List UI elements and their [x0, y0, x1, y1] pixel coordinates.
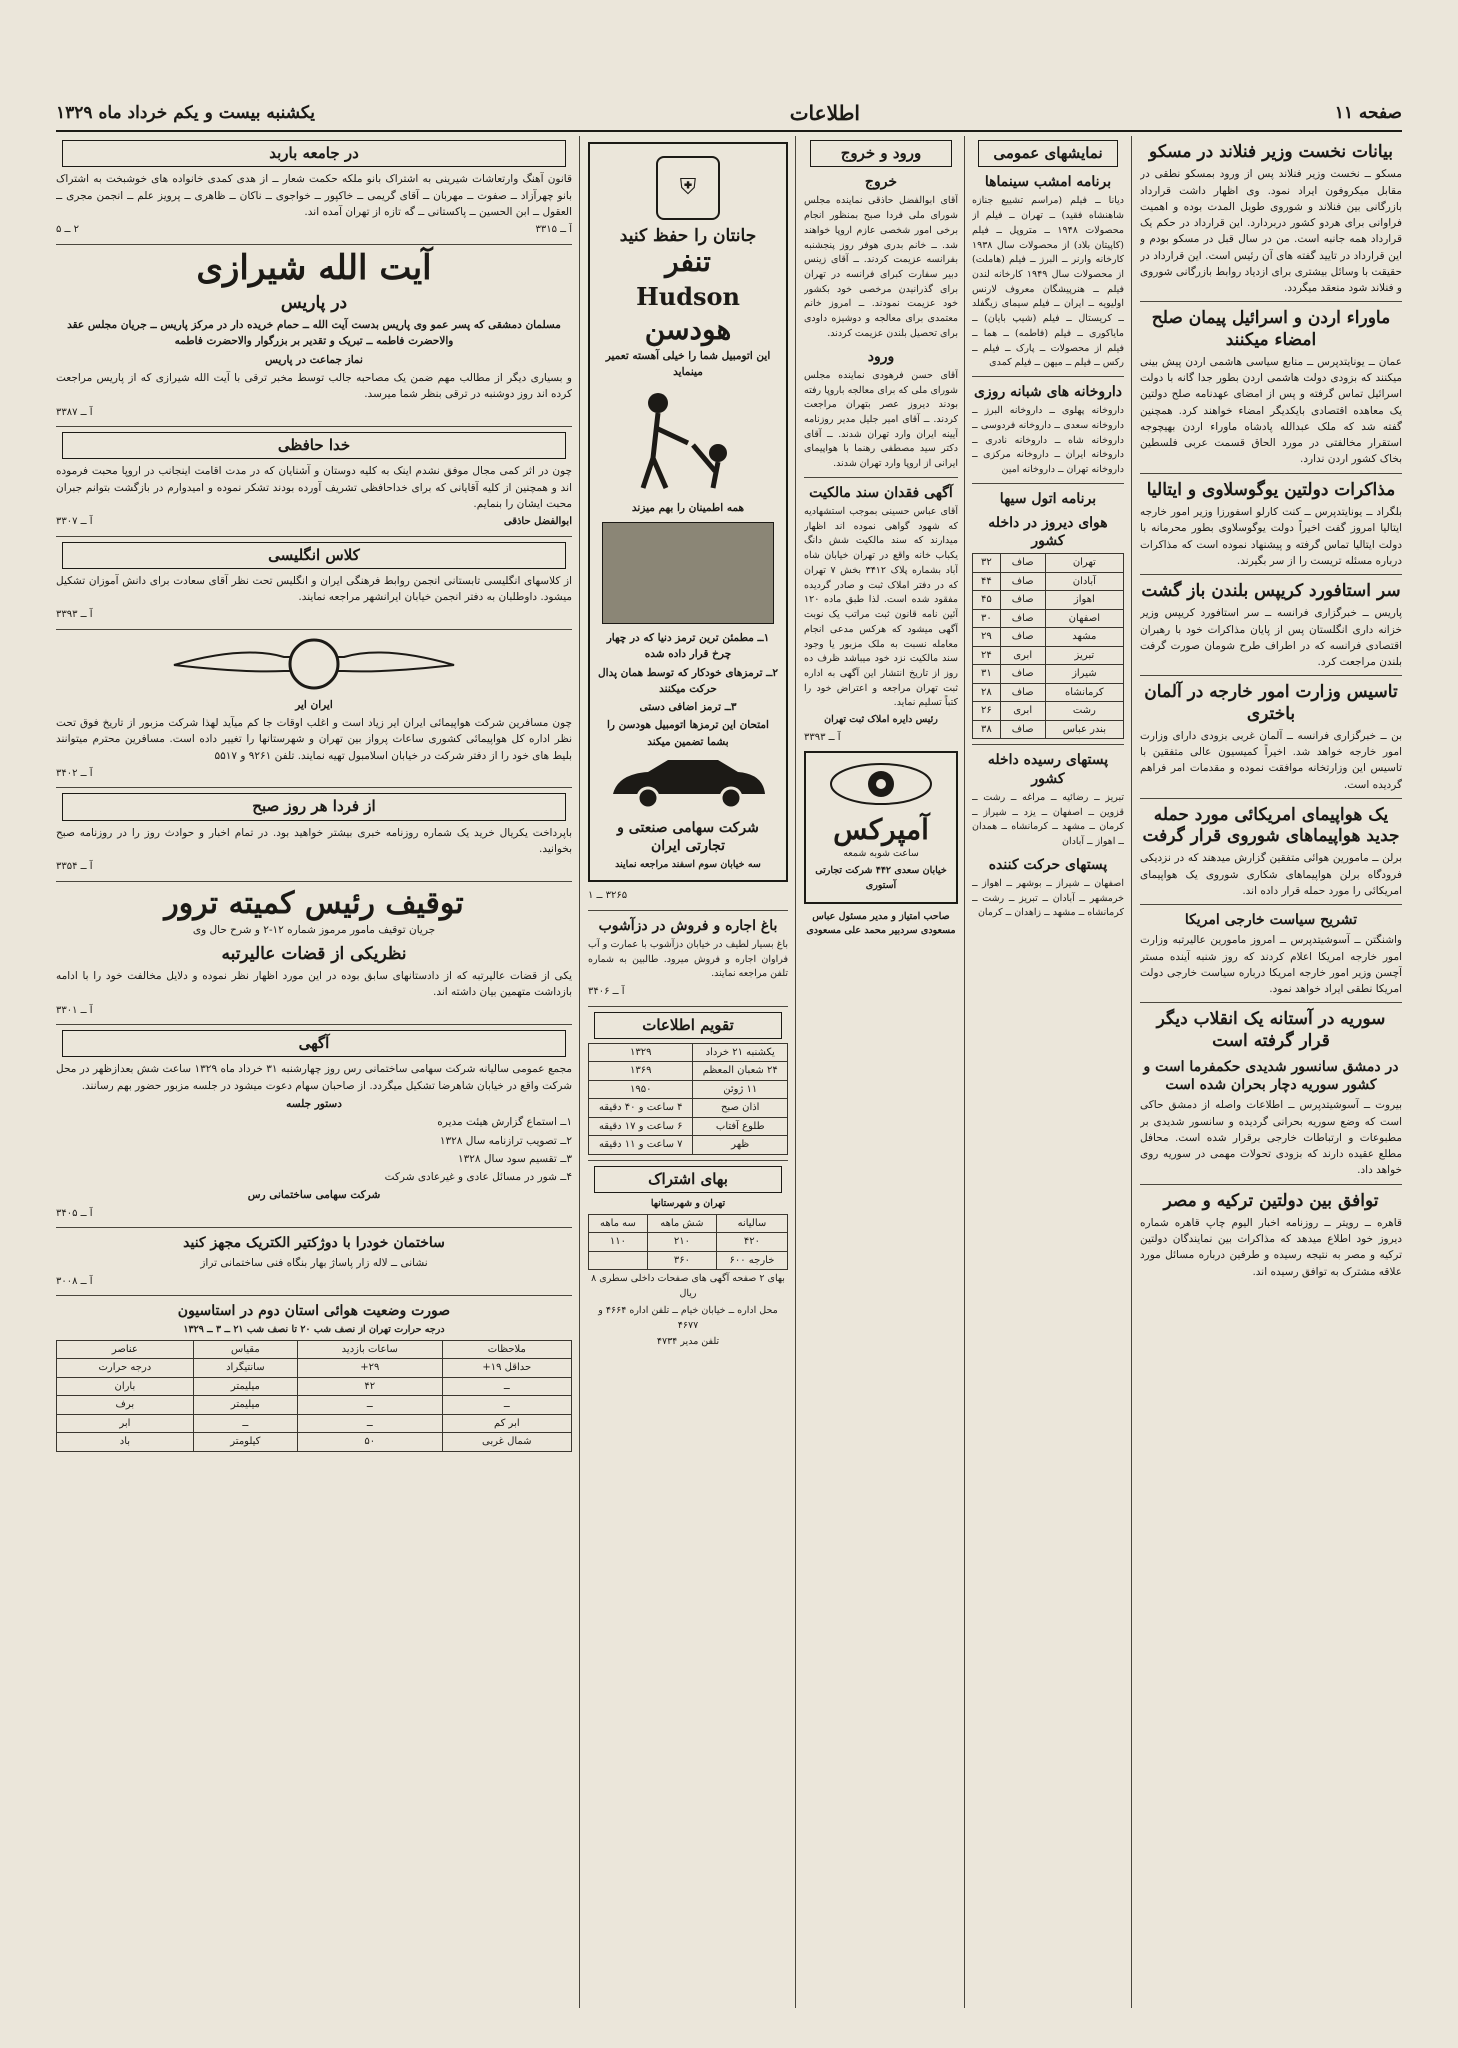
terror-headline: توقیف رئیس کمیته ترور	[164, 885, 464, 921]
agenda-item: ۳ــ تقسیم سود سال ۱۳۲۸	[458, 1152, 572, 1165]
column-ads	[588, 136, 788, 2008]
shirazi-body2: و بسیاری دیگر از مطالب مهم ضمن یک مصاحبه جالب توسط مخبر ترقی با آیت الله شیرازی که از پاریس مراجعت کرده اند روز دوشنبه در ترقی بنظر شما میرسد.	[56, 371, 572, 401]
eye-icon	[826, 759, 936, 809]
post-in-list: تبریز ــ رضائیه ــ مراغه ــ رشت ــ قزوین ــ اصفهان ــ یزد ــ شیراز ــ کرمان ــ مشهد ــ کرمانشاه ــ همدان ــ اهواز ــ آبادان	[972, 791, 1124, 847]
deed-notice-sign: رئیس دایره املاک ثبت تهران	[824, 714, 938, 726]
column-arrivals	[804, 136, 958, 2008]
calendar-row-cell: ظهر	[693, 1136, 788, 1155]
hudson-top: جانتان را حفظ کنید	[619, 226, 757, 246]
departures-body: آقای ابوالفضل حاذقی نماینده مجلس شورای ملی فردا صبح بمنظور انجام برخی امور شخصی عازم اروپا خواهند شد. ــ خانم بدری هوفر روز پنجشنبه بفرانسه عزیمت کردند. ــ آقای زینس دبیر سفارت کبرای فرانسه در تهران برای گذرانیدن مرخصی خود بکشور خود عزیمت نمودند. ــ امروز خانم معتمدی برای معالجه و دوشیزه داودی برای تحصیل بلندن عزیمت کردند.	[804, 195, 958, 339]
weather-row-cell: ابری	[1000, 646, 1045, 665]
terror-sub: جریان توقیف مامور مرموز شماره ۱۲-۲ و شرح حال وی	[192, 923, 436, 936]
station-weather-row	[57, 1377, 572, 1396]
headline-syria: سوریه در آستانه یک انقلاب دیگر قرار گرفته است	[1156, 1009, 1386, 1051]
weather-row	[973, 665, 1124, 684]
page-number: صفحه ۱۱	[1334, 103, 1402, 123]
calendar-row-cell: ۱۹۵۰	[589, 1080, 693, 1099]
pharmacy-list: داروخانه پهلوی ــ داروخانه البرز ــ داروخانه سعدی ــ داروخانه فردوسی ــ داروخانه شاه ــ داروخانه نادری ــ داروخانه ایران ــ داروخانه مرکزی ــ داروخانه تهران ــ داروخانه امین	[972, 405, 1124, 476]
subscription-row-cell: خارجه ۶۰۰	[716, 1251, 787, 1270]
station-weather-row-cell: ابر	[57, 1414, 194, 1433]
article-turkey-egypt: قاهره ــ رویتر ــ روزنامه اخبار الیوم چاپ قاهره شماره دیروز خود اطلاع میدهد که مذاکرات بین نمایندگان دولتین ترکیه و مصر به نتیجه رسیده و طرفین درباره مسائل مورد علاقه مشترک به توافق رسیده اند.	[1140, 1216, 1402, 1278]
judge-body: یکی از قضات عالیرتبه که از دادستانهای سابق بوده در این مورد اظهار نظر نموده و دلایل مخالفت خود را با ادامه بازداشت متهمین بیان داشته اند.	[56, 970, 572, 999]
article-finland: مسکو ــ نخست وزیر فنلاند پس از ورود بمسکو نطقی در مقابل میکروفون ایراد نمود. وی اظهار داشت قرارداد بازرگانی بین فنلاند و شوروی طویل المدت بوده و اهمیت فراوانی برای هردو کشور دربردارد. این قرارداد در حکم یک قرارداد همه جانبه است. من در سال قبل در مسکو بودم و این قرارداد در تایید گفته های آن رئیس است. این قرارداد در حقیقت با وسائل بیشتری برای ازدیاد روابط بازرگانی شوروی و فنلاند شود منعقد میگردد.	[1140, 168, 1402, 295]
weather-row-cell: تبریز	[1045, 646, 1123, 665]
weather-row-cell: بندر عباس	[1045, 720, 1123, 739]
brake-feature-item: ۲ــ ترمزهای خودکار که توسط همان پدال حرکت میکنند	[598, 666, 778, 695]
station-weather-row-cell: میلیمتر	[193, 1377, 297, 1396]
airline-logo	[56, 635, 572, 695]
calendar-table	[588, 1043, 788, 1155]
ampex-address: خیابان سعدی ۴۴۲ شرکت تجارتی آستوری	[815, 865, 947, 891]
airline-code: آ ــ ۳۴۰۲	[56, 767, 93, 779]
article-aircraft: برلن ــ مامورین هوائی متفقین گزارش میدهند که در نزدیکی فرودگاه برلن هواپیماهای شکاری شوروی یک هواپیمای امریکائی را مورد حمله قرار داده اند.	[1140, 852, 1402, 897]
calendar-row-cell: ۲۴ شعبان المعظم	[693, 1062, 788, 1081]
subscription-head: تهران و شهرستانها	[650, 1198, 726, 1210]
station-weather-header: عناصر	[57, 1340, 194, 1359]
weather-row-cell: صاف	[1000, 572, 1045, 591]
calendar-row	[589, 1062, 788, 1081]
daily-code: آ ــ ۳۳۵۴	[56, 861, 93, 873]
headline-aircraft: یک هواپیمای امریکائی مورد حمله جدید هواپیماهای شوروی قرار گرفت	[1142, 804, 1400, 847]
station-weather-header: ملاحظات	[442, 1340, 571, 1359]
daily-body: باپرداخت یکریال خرید یک شماره روزنامه خبری بیشتر خواهید بود. در تمام اخبار و حوادث روز را در روزنامه صبح بخوانید.	[56, 826, 572, 855]
hudson-line2: همه اطمینان را بهم میزند	[631, 501, 745, 514]
calendar-row	[589, 1136, 788, 1155]
weather-row	[973, 702, 1124, 721]
headline-cripps: سر استافورد کریپس بلندن باز گشت	[1141, 581, 1401, 602]
ampex-ad	[804, 751, 958, 903]
weather-row-cell: ۲۸	[973, 683, 1001, 702]
rent-body: باغ بسیار لطیف در خیابان دزآشوب با عمارت و آب فراوان اجاره و فروش میرود. طالبین به شماره تلفن مراجعه نمایند.	[588, 939, 788, 980]
station-weather-row-cell: ابر کم	[442, 1414, 571, 1433]
station-weather-row	[57, 1359, 572, 1378]
post-out-title: پستهای حرکت کننده	[988, 856, 1108, 873]
station-weather-row-cell: ــ	[297, 1396, 442, 1415]
arrivals-body: آقای حسن فرهودی نماینده مجلس شورای ملی که برای معالجه باروپا رفته بودند دیروز عصر بتهران مراجعت کردند. ــ آقای امیر جلیل مدیر روزنامه آیینه ایران وارد تهران شدند. ــ آقای دکتر سید مصطفی رهنما با هواپیمای ایرانی از اروپا وارد تهران شدند.	[804, 369, 958, 470]
weather-row-cell: آبادان	[1045, 572, 1123, 591]
airline-name: ایران ایر	[295, 698, 333, 711]
station-weather-header: ساعات بازدید	[297, 1340, 442, 1359]
brake-features	[596, 630, 780, 750]
weather-row	[973, 554, 1124, 573]
calendar-row-cell: ۷ ساعت و ۱۱ دقیقه	[589, 1136, 693, 1155]
weather-row-cell: کرمانشاه	[1045, 683, 1123, 702]
wings-icon	[164, 635, 464, 695]
electric-body: نشانی ــ لاله زار پاساژ بهار بنگاه فنی ساختمانی تراز	[200, 1257, 428, 1270]
judge-headline: نظریکی از قضات عالیرتبه	[221, 943, 407, 964]
weather-row-cell: صاف	[1000, 683, 1045, 702]
weather-row-cell: اهواز	[1045, 591, 1123, 610]
agenda-item: ۴ــ شور در مسائل عادی و غیرعادی شرکت	[384, 1171, 572, 1184]
station-weather-title: صورت وضعیت هوائی استان دوم در استاسیون	[177, 1303, 451, 1320]
shirazi-body: مسلمان دمشقی که پسر عمو وی پاریس بدست آیت الله ــ حمام خریده دار در مرکز پاریس ــ جریان مجلس عقد والاحضرت فاطمه ــ تبریک و تقدیر بر بزرگوار والاحضرت فاطمه	[67, 319, 561, 348]
article-syria: بیروت ــ آسوشیتدپرس ــ اطلاعات واصله از دمشق حاکی است که وضع سوریه بحرانی گردیده و سانسور شدیدی بر مطبوعات و ارتباطات خارجی برقرار شده است. محافل مطلع عقیده دارند که بزودی تحولات مهمی در سوریه روی خواهد داد.	[1140, 1099, 1402, 1177]
subscription-row-cell	[589, 1251, 648, 1270]
station-weather-row-cell: ۲۹+	[297, 1359, 442, 1378]
calendar-row-cell: ۶ ساعت و ۱۷ دقیقه	[589, 1117, 693, 1136]
column-notices	[56, 136, 572, 2008]
agenda-title: دستور جلسه	[286, 1098, 342, 1111]
pharmacy-title: داروخانه های شبانه روزی	[973, 384, 1123, 401]
figures-illustration-icon	[618, 383, 758, 493]
headline-finland: بیانات نخست وزیر فنلاند در مسکو	[1149, 142, 1393, 162]
subscription-row-cell: ۴۲۰	[716, 1233, 787, 1252]
weather-row-cell: صاف	[1000, 591, 1045, 610]
bus-title: برنامه اتول سیها	[999, 490, 1097, 507]
hudson-fa: هودسن	[644, 313, 732, 347]
station-weather-row-cell: درجه حرارت	[57, 1359, 194, 1378]
barbad-code2: ۲ ــ ۵	[56, 224, 79, 236]
weather-row-cell: ۲۴	[973, 646, 1001, 665]
daily-title: از فردا هر روز صبح	[62, 793, 566, 820]
barbad-body: قانون آهنگ وارتعاشات شیرینی به اشتراک بانو ملکه حکمت شعار ــ از هدی کمدی خانواده های خوشبخت به اشتراک بانو چهرآزاد ــ صفوت ــ مهربان ــ آقای گریمی ــ خاکپور ــ خواجوی ــ ناکان ــ ظاهری ــ پرویز علم ــ انجمن مجری ــ العقول ــ ابن الحسین ــ پاکستانی ــ گه تازه از تهران آمده اند.	[56, 173, 572, 218]
subscription-title: بهای اشتراک	[594, 1166, 782, 1193]
deed-notice-body: آقای عباس حسینی بموجب استشهادیه که شهود گواهی نموده اند اظهار میدارند که سند مالکیت شش دانگ یکباب خانه واقع در تهران خیابان شاه آباد بشماره پلاک ۳۴۱۲ بخش ۷ تهران که در دفتر املاک ثبت و صادر گردیده مفقود شده است. لذا طبق ماده ۱۲۰ آئین نامه قانون ثبت مراتب یک نوبت آگهی میشود که هرکس مدعی انجام معامله نسبت به ملک مزبور یا وجود سند مالکیت نزد خود میباشد ظرف ده روز از تاریخ انتشار این آگهی به اداره ثبت تهران مراجعه و اعتراض خود را کتباً تسلیم نماید.	[804, 506, 958, 709]
ampex-line: ساعت شوبه شمعه	[843, 848, 919, 860]
weather-row-cell: تهران	[1045, 554, 1123, 573]
station-weather-row	[57, 1396, 572, 1415]
calendar-row-cell: یکشنبه ۲۱ خرداد	[693, 1043, 788, 1062]
article-jordan: عمان ــ یونایتدپرس ــ منابع سیاسی هاشمی اردن پیش بینی میکنند که بزودی دولت هاشمی اردن بطور جدا گانه با دولت اسرائیل تماس گرفته و پس از امضای عهدنامه صلح دولتین یک معاهده اقتصادی بایکدیگر امضاء خواهند کرد. همچنین گفته شد که ملک عبدالله پادشاه ماوراء اردن بهیچوجه استقرار مخالفتی در مورد الحاق قسمت عربی فلسطین بخاک کشور اردن ندارد.	[1140, 355, 1402, 466]
shirazi-headline: آیت الله شیرازی	[196, 247, 432, 288]
rent-code: آ ــ ۳۴۰۶	[588, 986, 625, 998]
station-weather-row-cell: سانتیگراد	[193, 1359, 297, 1378]
company-address: سه خیابان سوم اسفند مراجعه نمایند	[615, 858, 761, 870]
deed-notice-code: آ ــ ۳۳۹۳	[804, 731, 841, 743]
shows-title: نمایشهای عمومی	[978, 140, 1118, 167]
weather-row-cell: ۴۴	[973, 572, 1001, 591]
calendar-row-cell: اذان صبح	[693, 1099, 788, 1118]
meeting-code: آ ــ ۳۴۰۵	[56, 1207, 93, 1219]
english-class-title: کلاس انگلیسی	[62, 542, 566, 569]
station-weather-row-cell: ــ	[442, 1377, 571, 1396]
terror-code: آ ــ ۳۳۰۱	[56, 1004, 93, 1016]
editor-phone: تلفن مدیر ۴۷۳۴	[656, 1336, 720, 1348]
subscription-row-cell: شش ماهه	[647, 1214, 716, 1233]
subscription-row	[589, 1233, 788, 1252]
weather-row-cell: شیراز	[1045, 665, 1123, 684]
station-weather-sub: درجه حرارت تهران از نصف شب ۲۰ تا نصف شب ۲۱ ــ ۳ ــ ۱۳۲۹	[183, 1324, 445, 1336]
column-listings	[972, 136, 1124, 2008]
station-weather-row-cell: شمال غربی	[442, 1433, 571, 1452]
subscription-note: بهای ۲ صفحه آگهی های صفحات داخلی سطری ۸ ریال	[591, 1273, 785, 1300]
english-class-body: از کلاسهای انگلیسی تابستانی انجمن روابط فرهنگی ایران و انگلیس تحت نظر آقای سعادت برای دانش آموزان تشکیل میشود. داوطلبان به دفتر انجمن خیابان ایرانشهر مراجعه نمایند.	[56, 574, 572, 604]
company-name: شرکت سهامی صنعتی و تجارتی ایران	[617, 820, 759, 855]
brake-feature-item: ۳ــ ترمز اضافی دستی	[639, 701, 737, 714]
station-weather-row-cell: باد	[57, 1433, 194, 1452]
farewell-title: خدا حافظی	[62, 432, 566, 459]
barbad-title: در جامعه باربد	[62, 140, 566, 167]
weather-row-cell: مشهد	[1045, 628, 1123, 647]
calendar-row	[589, 1080, 788, 1099]
weather-row	[973, 628, 1124, 647]
arrivals-title: ورود و خروج	[810, 140, 952, 167]
office-address: محل اداره ــ خیابان خیام ــ تلفن اداره ۴۶۶۴ و ۴۶۷۷	[598, 1304, 778, 1331]
shirazi-code: آ ــ ۳۳۸۷	[56, 406, 93, 418]
calendar-title: تقویم اطلاعات	[594, 1012, 782, 1039]
station-weather-row-cell: ــ	[442, 1396, 571, 1415]
airline-body: چون مسافرین شرکت هواپیمائی ایران ایر زیاد است و اغلب اوقات جا کم میآید لهذا شرکت مزبور از تاریخ فوق تحت نظر اداره کل هواپیمائی کشوری ساعات پرواز بین تهران و شهرستانها را تغییر داده است. مسافرین محترم میتوانند بلیط های خود را از دفتر شرکت در خیابان اسلامبول تهیه نمایند. تلفن ۹۲۶۱ و ۵۵۱۷	[56, 717, 572, 762]
weather-row	[973, 683, 1124, 702]
cinema-subtitle: برنامه امشب سینماها	[984, 174, 1112, 191]
column-news	[1140, 136, 1402, 2008]
english-class-code: آ ــ ۳۳۹۳	[56, 609, 93, 621]
cinema-listing: دیانا ــ فیلم (مراسم تشییع جنازه شاهنشاه فقید) ــ تهران ــ فیلم از محصولات ۱۹۴۸ ــ متروپل ــ فیلم (کاپیتان بلاد) از محصولات سال ۱۹۳۸ کارخانه وارنر ــ البرز ــ فیلم (هاملت) از محصولات سال ۱۹۴۹ کارخانه لندن فیلم ــ هنرپیشگان معروف لارنس اولیویه ــ ایران ــ فیلم سیمای زیگفلد ــ کریستال ــ فیلم (شیپ بایان) ــ مایاکوری ــ فیلم (فاطمه) ــ هما ــ فیلم از محصولات ــ پارک ــ فیلم ــ رکس ــ فیلم ــ میهن ــ فیلم کمدی	[972, 195, 1124, 369]
station-weather-row-cell: باران	[57, 1377, 194, 1396]
post-out-list: اصفهان ــ شیراز ــ بوشهر ــ اهواز ــ خرمشهر ــ آبادان ــ تبریز ــ رشت ــ کرمانشاه ــ مشهد ــ زاهدان ــ کرمان	[972, 877, 1124, 919]
arrivals-label: ورود	[867, 348, 895, 365]
article-us-policy: واشنگتن ــ آسوشیتدپرس ــ امروز مامورین عالیرتبه وزارت امور خارجه امریکا اعلام کردند که روز شنبه آینده مستر آچسن وزیر امور خارجه امریکا درباره سیاست خارجی دولت امریکا نطقی ایراد خواهد نمود.	[1140, 934, 1402, 996]
weather-row	[973, 646, 1124, 665]
subscription-row-cell: سه ماهه	[589, 1214, 648, 1233]
calendar-row-cell: ۴ ساعت و ۴۰ دقیقه	[589, 1099, 693, 1118]
car-icon	[603, 752, 773, 812]
weather-row-cell: صاف	[1000, 628, 1045, 647]
farewell-code: آ ــ ۳۳۰۷	[56, 516, 93, 528]
station-weather-row	[57, 1433, 572, 1452]
hudson-word: تنفر	[665, 245, 711, 279]
calendar-row	[589, 1117, 788, 1136]
subscription-table	[588, 1214, 788, 1271]
weather-row-cell: صاف	[1000, 554, 1045, 573]
meeting-body: مجمع عمومی سالیانه شرکت سهامی ساختمانی رس روز چهارشنبه ۳۱ خرداد ماه ۱۳۲۹ ساعت شش بعدازظهر در محل شرکت واقع در خیابان شاهرضا تشکیل میگردد. از صاحبان سهام دعوت میشود در جلسه مزبور حضور بهم رسانند.	[56, 1063, 572, 1092]
weather-row-cell: اصفهان	[1045, 609, 1123, 628]
article-germany: بن ــ خبرگزاری فرانسه ــ آلمان غربی بزودی دارای وزارت امور خارجه خواهد شد. اخیراً کمیسیون عالی متفقین با تاسیس این وزارتخانه موافقت نموده و مقدمات امر فراهم گردیده است.	[1140, 729, 1402, 791]
station-weather-row	[57, 1414, 572, 1433]
agenda-item: ۲ــ تصویب ترازنامه سال ۱۳۲۸	[439, 1134, 572, 1147]
subscription-row-cell: ۲۱۰	[647, 1233, 716, 1252]
station-weather-table	[56, 1340, 572, 1452]
hudson-slogan: این اتومبیل شما را خیلی آهسته تعمیر مینماید	[605, 350, 771, 379]
station-weather-row-cell: برف	[57, 1396, 194, 1415]
weather-row	[973, 591, 1124, 610]
hudson-ad	[588, 142, 788, 882]
weather-row-cell: ۳۱	[973, 665, 1001, 684]
subscription-row	[589, 1251, 788, 1270]
weather-row-cell: ۲۹	[973, 628, 1001, 647]
hudson-code: ۳۲۶۵ ــ ۱	[588, 890, 628, 902]
weather-row-cell: ۳۸	[973, 720, 1001, 739]
calendar-row-cell: ۱۳۶۹	[589, 1062, 693, 1081]
electric-code: آ ــ ۳۰۰۸	[56, 1275, 93, 1287]
farewell-body: چون در اثر کمی مجال موفق نشدم اینک به کلیه دوستان و آشنایان که در مدت اقامت اینجانب در اروپا محبت فرموده اند و همچنین از کلیه آقایانی که برای خداحافظی تشریف آورده بودند تشکر نموده و امیدوارم در بازگشت بتوانم جبران محبت ایشان را بنمایم.	[56, 465, 572, 510]
paper-name: اطلاعات	[789, 101, 860, 125]
station-weather-row-cell: ــ	[297, 1414, 442, 1433]
subscription-row	[589, 1214, 788, 1233]
headline-turkey-egypt: توافق بین دولتین ترکیه و مصر	[1163, 1190, 1379, 1211]
shirazi-tail: نماز جماعت در پاریس	[265, 353, 363, 366]
station-weather-row-cell: ــ	[193, 1414, 297, 1433]
brake-feature-item: ۱ــ مطمئن ترین ترمز دنیا که در چهار چرخ قرار داده شده	[606, 632, 770, 661]
headline-jordan: ماوراء اردن و اسرائیل پیمان صلح امضاء میکنند	[1151, 308, 1391, 350]
station-weather-row-cell: ۴۲	[297, 1377, 442, 1396]
headline-us-policy: تشریح سیاست خارجی امریکا	[1184, 912, 1358, 929]
weather-row	[973, 720, 1124, 739]
agenda-list	[56, 1114, 572, 1185]
shirazi-sub: در پاریس	[280, 292, 348, 313]
domestic-weather-title: هوای دیروز در داخله کشور	[988, 515, 1108, 550]
hudson-latin: Hudson	[636, 282, 740, 312]
subscription-row-cell: سالیانه	[716, 1214, 787, 1233]
calendar-row	[589, 1043, 788, 1062]
barbad-code: آ ــ ۳۳۱۵	[535, 224, 572, 236]
station-weather-row-cell: کیلومتر	[193, 1433, 297, 1452]
rent-title: باغ اجاره و فروش در دزآشوب	[598, 917, 778, 934]
meeting-title: آگهی	[62, 1030, 566, 1057]
weather-row-cell: صاف	[1000, 720, 1045, 739]
weather-row-cell: صاف	[1000, 665, 1045, 684]
subscription-row-cell: ۱۱۰	[589, 1233, 648, 1252]
weather-row-cell: ابری	[1000, 702, 1045, 721]
weather-row	[973, 572, 1124, 591]
hudson-emblem-icon: ⛨	[656, 156, 720, 220]
issue-date: یکشنبه بیست و یکم خرداد ماه ۱۳۲۹	[56, 103, 316, 123]
weather-row-cell: ۳۲	[973, 554, 1001, 573]
article-yugoslavia: بلگراد ــ یونایتدپرس ــ کنت کارلو اسفورزا وزیر امور خارجه ایتالیا امروز گفت اخیراً دولت یوگوسلاوی بطور محرمانه با دولت ایتالیا تماس گرفته و پیشنهاد نموده است که مذاکرات درباره مسئله تریست را از سر بگیرند.	[1140, 505, 1402, 567]
calendar-row	[589, 1099, 788, 1118]
weather-row-cell: ۳۰	[973, 609, 1001, 628]
departures-label: خروج	[864, 174, 898, 191]
masthead	[56, 96, 1402, 132]
weather-row-cell: صاف	[1000, 609, 1045, 628]
agenda-item: ۱ــ استماع گزارش هیئت مدیره	[437, 1116, 572, 1129]
weather-row-cell: رشت	[1045, 702, 1123, 721]
farewell-sign: ابوالفضل حاذقی	[503, 516, 572, 528]
meeting-sign: شرکت سهامی ساختمانی رس	[247, 1189, 381, 1202]
article-cripps: پاریس ــ خبرگزاری فرانسه ــ سر استافورد کریپس وزیر خزانه داری انگلستان پس از پایان مذاکرات خود با رهبران اقتصادی فرانسه که در اطراف طرح شومان صورت گرفت بلندن مراجعت کرد.	[1140, 607, 1402, 669]
brake-photo-icon	[602, 522, 774, 624]
station-weather-row-cell: میلیمتر	[193, 1396, 297, 1415]
deed-notice-title: آگهی فقدان سند مالکیت	[809, 484, 953, 501]
domestic-weather-table	[972, 553, 1124, 739]
ampex-brand: آمپرکس	[833, 812, 929, 846]
station-weather-header: مقیاس	[193, 1340, 297, 1359]
subheadline-syria: در دمشق سانسور شدیدی حکمفرما است و کشور سوریه دچار بحران شده است	[1143, 1058, 1399, 1094]
station-weather-row-cell: حداقل ۱۹+	[442, 1359, 571, 1378]
post-in-title: پستهای رسیده داخله کشور	[987, 752, 1109, 787]
weather-row-cell: ۲۶	[973, 702, 1001, 721]
weather-row-cell: ۴۵	[973, 591, 1001, 610]
publisher-sign: صاحب امتیاز و مدیر مسئول عباس مسعودی سردبیر محمد علی مسعودی	[806, 910, 956, 937]
calendar-row-cell: ۱۳۲۹	[589, 1043, 693, 1062]
headline-germany: تاسیس وزارت امور خارجه در آلمان باختری	[1144, 682, 1398, 724]
headline-yugoslavia: مذاکرات دولتین یوگوسلاوی و ایتالیا	[1146, 479, 1396, 500]
electric-title: ساختمان خودرا با دوژکتیر الکتریک مجهز کنید	[183, 1235, 445, 1252]
calendar-row-cell: طلوع آفتاب	[693, 1117, 788, 1136]
weather-row	[973, 609, 1124, 628]
brake-feature-item: امتحان این ترمزها اتومبیل هودسن را بشما تضمین میکند	[607, 719, 769, 748]
calendar-row-cell: ۱۱ ژوئن	[693, 1080, 788, 1099]
subscription-row-cell: ۳۶۰	[647, 1251, 716, 1270]
station-weather-row-cell: ۵۰	[297, 1433, 442, 1452]
